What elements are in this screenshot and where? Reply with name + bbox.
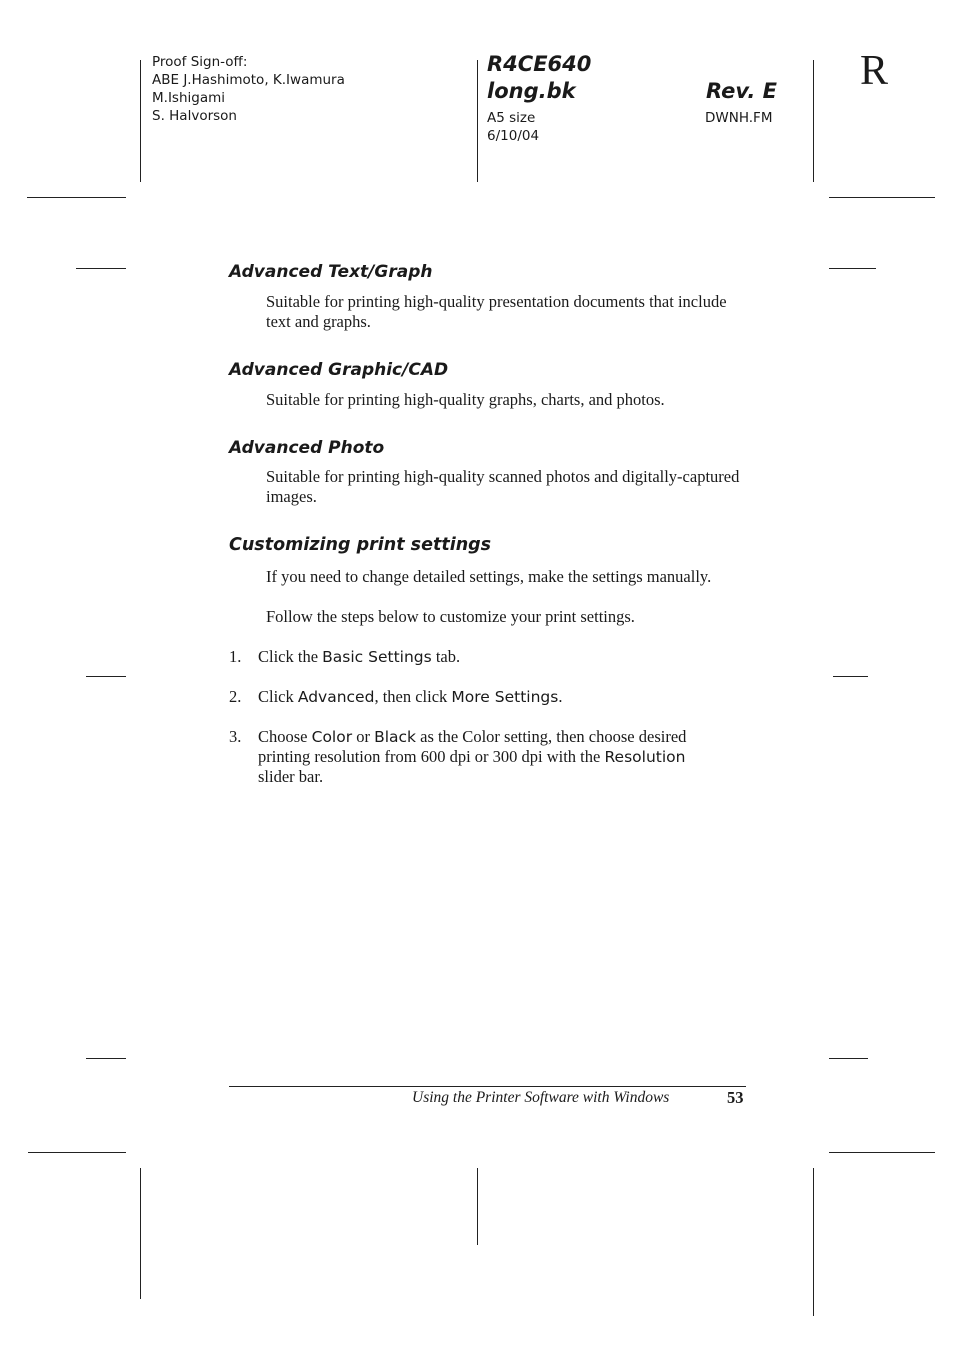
crop-mark [833,676,868,677]
step-item [229,687,714,707]
document-title-line: long.bk [487,79,576,103]
header-rule-left [140,60,141,182]
crop-mark [829,268,876,269]
footer-rule-center [477,1168,478,1245]
section-body: Suitable for printing high-quality presentation documents that include text and graphs. [266,292,727,331]
step-number: 1. [229,647,242,666]
footer-section-title: Using the Printer Software with Windows [412,1089,670,1106]
header-rule-right [813,60,814,182]
page-date: 6/10/04 [487,128,540,144]
crop-mark [28,1152,126,1153]
ui-term-black: Black [374,728,417,746]
crop-mark [829,1058,868,1059]
step-text: tab. [431,647,461,666]
section-heading: Advanced Text/Graph [229,262,433,282]
page-content [229,260,749,787]
section-body: Suitable for printing high-quality graphs, charts, and photos. [266,390,665,409]
ui-term-advanced: Advanced [297,688,375,706]
step-text: slider bar. [258,767,324,786]
header-rule-center [477,60,478,182]
document-title [487,51,591,105]
crop-mark [86,1058,126,1059]
ui-term-resolution: Resolution [604,748,686,766]
step-text: Choose [258,727,312,746]
step-text: or [352,727,375,746]
footer-rule-right [813,1168,814,1316]
ui-term-more-settings: More Settings [451,688,559,706]
crop-mark [76,268,126,269]
file-name: DWNH.FM [705,110,773,126]
step-text: , then click [374,687,452,706]
corner-letter: R [860,48,889,94]
proof-signoff [152,53,345,125]
step-text: . [558,687,563,706]
step-number: 3. [229,727,242,746]
ui-term-color: Color [311,728,353,746]
proof-line: S. Halvorson [152,108,237,124]
page-number: 53 [727,1088,744,1107]
crop-mark [86,676,126,677]
revision-label: Rev. E [706,79,777,103]
intro-text: If you need to change detailed settings, make the settings manually. [266,567,712,586]
step-text: Click the [258,647,323,666]
steps-list [229,647,714,787]
proof-line: Proof Sign-off: [152,54,248,70]
proof-line: M.Ishigami [152,90,226,106]
step-number: 2. [229,687,242,706]
page-meta [487,109,539,145]
section-body: Suitable for printing high-quality scanned photos and digitally-captured images. [266,467,740,506]
ui-term-basic-settings: Basic Settings [322,648,432,666]
section-title: Customizing print settings [229,535,492,555]
step-item [229,727,714,787]
proof-line: ABE J.Hashimoto, K.Iwamura [152,72,345,88]
step-text: Click [258,687,298,706]
step-item [229,647,714,667]
document-title-line: R4CE640 [487,52,592,76]
footer-rule [229,1086,746,1087]
crop-mark [829,1152,935,1153]
step-text: as the Color setting, then choose desired printing resolution from 600 dpi or 300 dpi with the [258,727,687,766]
section-heading: Advanced Graphic/CAD [229,360,449,380]
footer-rule-left [140,1168,141,1299]
page-size: A5 size [487,110,536,126]
lead-text: Follow the steps below to customize your print settings. [266,607,635,626]
crop-mark [829,197,935,198]
crop-mark [27,197,126,198]
section-heading: Advanced Photo [229,438,385,458]
